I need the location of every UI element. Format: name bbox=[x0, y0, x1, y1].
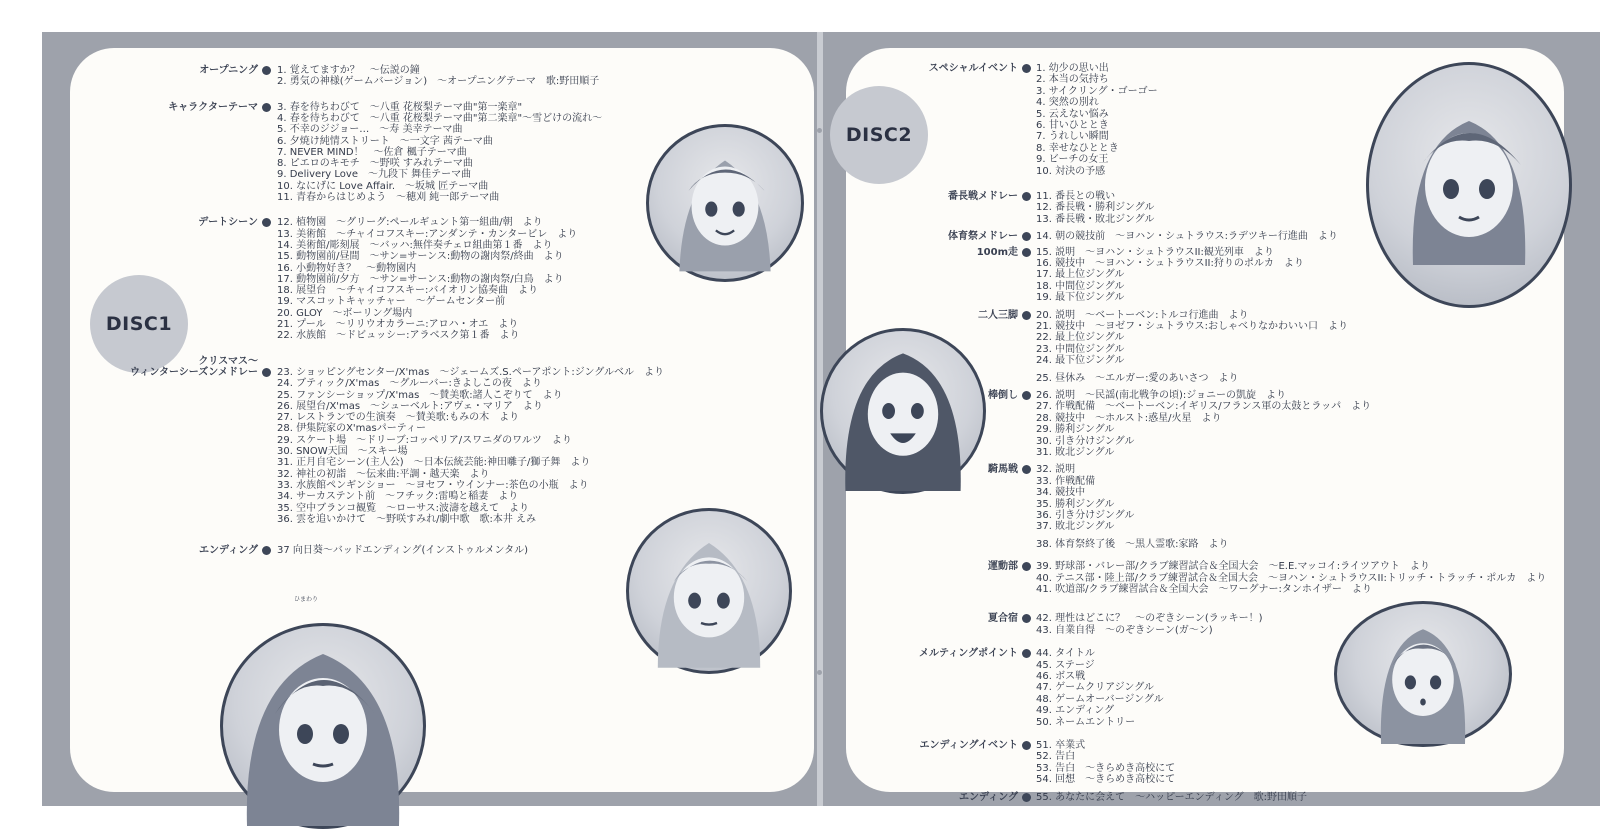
bullet-dot bbox=[1022, 311, 1031, 320]
bullet-dot bbox=[1022, 192, 1031, 201]
track-item: 15. 動物園前/昼間 ～サン=サーンス:動物の謝肉祭/終曲 より bbox=[277, 251, 564, 263]
track-item: 36. 引き分けジングル bbox=[1036, 510, 1135, 521]
track-item: 27. レストランでの生演奏 ～賛美歌:もみの木 より bbox=[277, 412, 520, 424]
bullet-dot bbox=[1022, 562, 1031, 571]
track-item: 8. 幸せなひととき bbox=[1036, 142, 1119, 154]
disc1-tracklist bbox=[70, 48, 814, 792]
track-item: 30. SNOW天国 ～スキー場 bbox=[277, 446, 408, 457]
track-item: 12. 植物園 ～グリーグ:ペールギュント第一組曲/朝 より bbox=[277, 217, 543, 229]
track-item: 20. 説明 ～ベートーベン:トルコ行進曲 より bbox=[1036, 309, 1249, 321]
track-item: 6. 夕焼け純情ストリート ～一文字 茜テーマ曲 bbox=[277, 135, 493, 147]
track-item: 31. 敗北ジングル bbox=[1036, 447, 1115, 458]
track-item: 14. 朝の競技前 ～ヨハン・シュトラウス:ラデツキー行進曲 より bbox=[1036, 231, 1338, 243]
bullet-dot bbox=[1022, 793, 1031, 802]
track-item: 3. サイクリング・ゴーゴー bbox=[1036, 85, 1158, 97]
track-item: 31. 正月自宅シーン(主人公) ～日本伝統芸能:神田囃子/獅子舞 より bbox=[277, 457, 591, 469]
track-item: 21. 競技中 ～ヨゼフ・シュトラウス:おしゃべりなかわいい口 より bbox=[1036, 321, 1348, 332]
track-item: 2. 勇気の神様(ゲームバージョン) ～オープニングテーマ 歌:野田順子 bbox=[277, 76, 600, 88]
bullet-dot bbox=[1022, 741, 1031, 750]
track-item: 30. 引き分けジングル bbox=[1036, 435, 1135, 447]
track-item: 28. 伊集院家のX'masパーティー bbox=[277, 423, 426, 435]
track-item: 16. 競技中 ～ヨハン・シュトラウスII:狩りのポルカ より bbox=[1036, 258, 1304, 269]
track-item: 21. プール ～リリウオカラーニ:アロハ・オエ より bbox=[277, 319, 519, 330]
track-item: 9. ビーチの女王 bbox=[1036, 154, 1109, 166]
track-item: 42. 理性はどこに？ ～のぞきシーン(ラッキー！) bbox=[1036, 613, 1263, 625]
track-item: 29. 勝利ジングル bbox=[1036, 424, 1115, 436]
track-item: 50. ネームエントリー bbox=[1036, 716, 1136, 728]
track-item: 4. 春を待ちわびて ～八重 花桜梨テーマ曲"第二楽章"～雪どけの流れ～ bbox=[277, 112, 603, 124]
track-item: 25. ファンシーショップ/X'mas ～賛美歌:諸人こぞりて より bbox=[277, 389, 563, 401]
section-label: デートシーン bbox=[198, 217, 258, 229]
section-label: 番長戦メドレー bbox=[948, 191, 1018, 202]
track-item: 54. 回想 ～きらめき高校にて bbox=[1036, 774, 1176, 786]
track-item: 5. 不幸のジジョー… ～寿 美幸テーマ曲 bbox=[277, 124, 463, 136]
bullet-dot bbox=[1022, 232, 1031, 241]
track-item: 13. 美術館 ～チャイコフスキー:アンダンテ・カンタービレ より bbox=[277, 228, 578, 240]
track-item: 4. 突然の別れ bbox=[1036, 97, 1099, 109]
track-item: 3. 春を待ちわびて ～八重 花桜梨テーマ曲"第一楽章" bbox=[277, 101, 523, 113]
track-item: 33. 作戦配備 bbox=[1036, 475, 1096, 487]
section-label: 騎馬戦 bbox=[988, 464, 1018, 476]
section-label: 体育祭メドレー bbox=[948, 231, 1018, 243]
track-item: 6. 甘いひととき bbox=[1036, 120, 1109, 131]
section-label: クリスマス～ bbox=[198, 355, 258, 367]
staple-hole bbox=[814, 128, 826, 134]
disc1-page bbox=[70, 48, 814, 792]
bullet-dot bbox=[1022, 649, 1031, 658]
track-item: 36. 雲を追いかけて ～野咲すみれ/劇中歌 歌:本井 えみ bbox=[277, 513, 536, 525]
track-item: 1. 覚えてますか？ ～伝説の鐘 bbox=[277, 65, 420, 76]
track-item: 45. ステージ bbox=[1036, 659, 1095, 671]
track-item: 49. エンディング bbox=[1036, 705, 1115, 717]
track-item: 27. 作戦配備 ～ベートーベン:イギリス/フランス軍の太鼓とラッパ より bbox=[1036, 401, 1372, 413]
track-item: 32. 神社の初詣 ～伝来曲:平調・越天楽 より bbox=[277, 468, 490, 480]
track-item: 35. 空中ブランコ観覧 ～ローサス:波濤を越えて より bbox=[277, 502, 530, 514]
bullet-dot bbox=[262, 66, 271, 75]
track-item: 26. 説明 ～民謡(南北戦争の頃):ジョニーの凱旋 より bbox=[1036, 390, 1287, 401]
track-item: 10. なにげに Love Affair. ～坂城 匠テーマ曲 bbox=[277, 180, 489, 192]
bullet-dot bbox=[1022, 248, 1031, 257]
track-item: 46. ボス戦 bbox=[1036, 671, 1086, 682]
track-item: 55. あなたに会えて ～ハッピーエンディング 歌:野田順子 bbox=[1036, 791, 1308, 803]
section-label: メルティングポイント bbox=[919, 648, 1018, 660]
track-item: 38. 体育祭終了後 ～黒人霊歌:家路 より bbox=[1036, 538, 1229, 550]
bullet-dot bbox=[262, 546, 271, 555]
track-item: 34. サーカステント前 ～フチック:雷鳴と稲妻 より bbox=[277, 491, 519, 503]
disc1-badge: DISC1 bbox=[90, 275, 188, 373]
track-item: 48. ゲームオーバージングル bbox=[1036, 693, 1164, 705]
track-item: 43. 自業自得 ～のぞきシーン(ガ～ン) bbox=[1036, 624, 1213, 636]
track-item: 7. うれしい瞬間 bbox=[1036, 131, 1109, 143]
track-item: 26. 展望台/X'mas ～シューベルト:アヴェ・マリア より bbox=[277, 400, 543, 412]
section-label: エンディング bbox=[959, 791, 1018, 803]
track-item: 47. ゲームクリアジングル bbox=[1036, 682, 1154, 694]
bullet-dot bbox=[1022, 465, 1031, 474]
section-label: オープニング bbox=[199, 65, 258, 76]
track-item: 9. Delivery Love ～九段下 舞佳テーマ曲 bbox=[277, 169, 472, 181]
bullet-dot bbox=[1022, 614, 1031, 623]
track-item: 10. 対決の予感 bbox=[1036, 165, 1106, 177]
track-item: 51. 卒業式 bbox=[1036, 740, 1086, 751]
track-item: 2. 本当の気持ち bbox=[1036, 74, 1109, 86]
track-item: 34. 競技中 bbox=[1036, 487, 1086, 499]
track-item: 37 向日葵～バッドエンディング(インストゥルメンタル) bbox=[277, 545, 529, 557]
track-item: 53. 告白 ～きらめき高校にて bbox=[1036, 762, 1176, 774]
track-item: 19. 最下位ジングル bbox=[1036, 292, 1125, 304]
section-label: 棒倒し bbox=[988, 390, 1018, 401]
staple-hole bbox=[814, 670, 826, 676]
bullet-dot bbox=[262, 218, 271, 227]
track-item: 16. 小動物好き？ ～動物園内 bbox=[277, 262, 417, 274]
section-label: キャラクターテーマ bbox=[168, 101, 258, 113]
track-item: 11. 番長との戦い bbox=[1036, 191, 1116, 202]
track-item: 14. 美術館/彫刻展 ～バッハ:無伴奏チェロ組曲第１番 より bbox=[277, 239, 553, 251]
disc2-badge: DISC2 bbox=[830, 86, 928, 184]
track-item: 37. 敗北ジングル bbox=[1036, 521, 1115, 533]
track-item: 40. テニス部・陸上部/クラブ練習試合＆全国大会 ～ヨハン・シュトラウスII:トリッチ・トラッチ・ポルカ より bbox=[1036, 572, 1547, 584]
track-item: 22. 最上位ジングル bbox=[1036, 332, 1125, 344]
track-item: 41. 吹道部/クラブ練習試合＆全国大会 ～ワーグナー:タンホイザー より bbox=[1036, 584, 1372, 595]
bullet-dot bbox=[262, 103, 271, 112]
track-item: 22. 水族館 ～ドビュッシー:アラベスク第１番 より bbox=[277, 330, 520, 342]
track-item: 33. 水族館ペンギンショー ～ヨセフ・ウインナー:茶色の小瓶 より bbox=[277, 479, 589, 491]
track-item: 52. 告白 bbox=[1036, 751, 1076, 763]
ruby-annotation: ひまわり bbox=[294, 596, 319, 603]
track-item: 20. GLOY ～ボーリング場内 bbox=[277, 307, 413, 319]
track-item: 39. 野球部・バレー部/クラブ練習試合＆全国大会 ～E.E.マッコイ:ライツアウト より bbox=[1036, 561, 1430, 573]
track-item: 15. 説明 ～ヨハン・シュトラウスII:観光列車 より bbox=[1036, 246, 1274, 258]
track-item: 35. 勝利ジングル bbox=[1036, 498, 1115, 510]
track-item: 28. 競技中 ～ホルスト:惑星/火星 より bbox=[1036, 412, 1222, 424]
track-item: 24. 最下位ジングル bbox=[1036, 355, 1125, 367]
disc2-page bbox=[845, 48, 1564, 803]
disc2-tracklist bbox=[846, 48, 1564, 803]
section-label: エンディングイベント bbox=[919, 740, 1018, 751]
section-label: 100m走 bbox=[976, 246, 1018, 258]
track-item: 24. ブティック/X'mas ～グルーバー:きよしこの夜 より bbox=[277, 378, 542, 390]
section-label: ウィンターシーズンメドレー bbox=[130, 366, 258, 378]
section-label: スペシャルイベント bbox=[928, 63, 1018, 74]
track-item: 29. スケート場 ～ドリーブ:コッペリア/スワニダのワルツ より bbox=[277, 434, 572, 446]
track-item: 23. 中間位ジングル bbox=[1036, 343, 1125, 355]
track-item: 18. 展望台 ～チャイコフスキー:バイオリン協奏曲 より bbox=[277, 285, 539, 297]
bullet-dot bbox=[1022, 64, 1031, 73]
track-item: 19. マスコットキャッチャー ～ゲームセンター前 bbox=[277, 296, 506, 308]
track-item: 1. 幼少の思い出 bbox=[1036, 63, 1109, 74]
section-label: エンディング bbox=[199, 545, 258, 557]
bullet-dot bbox=[262, 368, 271, 377]
track-item: 17. 動物園前/夕方 ～サン=サーンス:動物の謝肉祭/白鳥 より bbox=[277, 273, 564, 285]
bullet-dot bbox=[1022, 391, 1031, 400]
track-item: 25. 昼休み ～エルガー:愛のあいさつ より bbox=[1036, 372, 1239, 384]
track-item: 8. ピエロのキモチ ～野咲 すみれテーマ曲 bbox=[277, 158, 473, 170]
section-label: 運動部 bbox=[988, 561, 1018, 573]
section-label: 夏合宿 bbox=[988, 613, 1018, 625]
track-item: 12. 番長戦・勝利ジングル bbox=[1036, 202, 1155, 214]
track-item: 5. 云えない悩み bbox=[1036, 108, 1109, 120]
section-label: 二人三脚 bbox=[978, 309, 1018, 321]
track-item: 32. 説明 bbox=[1036, 464, 1076, 476]
track-item: 18. 中間位ジングル bbox=[1036, 280, 1125, 292]
track-item: 11. 青春からはじめよう ～穂刈 純一郎テーマ曲 bbox=[277, 192, 500, 203]
track-item: 13. 番長戦・敗北ジングル bbox=[1036, 213, 1155, 225]
track-item: 23. ショッピングセンター/X'mas ～ジェームズ.S.ペーアポント:ジングルベル より bbox=[277, 366, 664, 378]
track-item: 7. NEVER MIND！ ～佐倉 楓子テーマ曲 bbox=[277, 146, 467, 158]
track-item: 17. 最上位ジングル bbox=[1036, 269, 1125, 281]
track-item: 44. タイトル bbox=[1036, 648, 1095, 660]
